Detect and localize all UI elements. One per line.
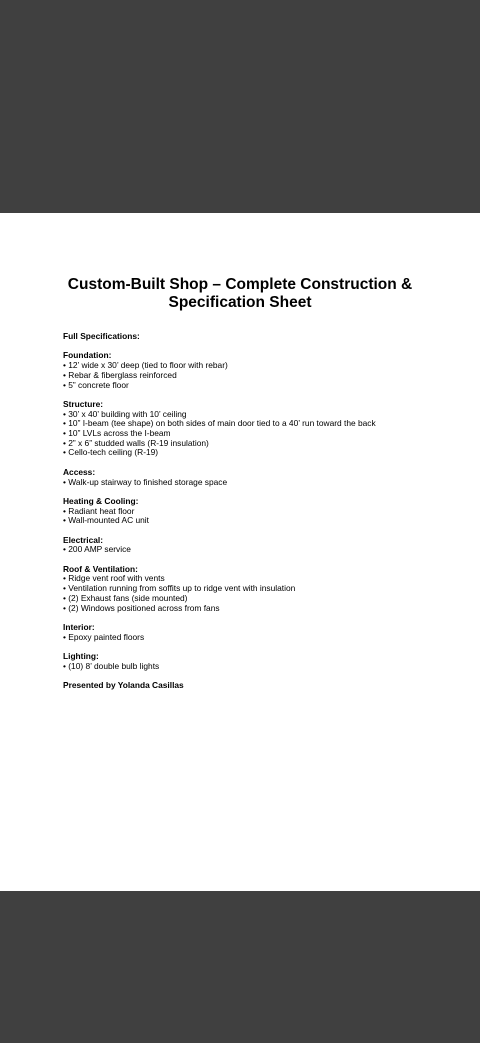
bullet-list [63, 361, 463, 390]
top-dark-band [0, 0, 480, 213]
list-item: • Epoxy painted floors [63, 633, 463, 643]
list-item: • Walk-up stairway to finished storage space [63, 478, 463, 488]
list-item: • Wall-mounted AC unit [63, 516, 463, 526]
bullet-list [63, 545, 463, 555]
section-lighting [63, 652, 463, 671]
section-foundation [63, 351, 463, 390]
section-heating-cooling [63, 497, 463, 526]
list-item: • 10” LVLs across the I-beam [63, 429, 463, 439]
list-item: • 30’ x 40’ building with 10’ ceiling [63, 410, 463, 420]
bullet-list [63, 574, 463, 613]
list-item: • 2” x 6” studded walls (R-19 insulation) [63, 439, 463, 449]
intro-heading: Full Specifications: [63, 331, 140, 341]
bullet-list [63, 633, 463, 643]
list-item: • (2) Exhaust fans (side mounted) [63, 594, 463, 604]
list-item: • (10) 8’ double bulb lights [63, 662, 463, 672]
bullet-list [63, 507, 463, 526]
list-item: • Radiant heat floor [63, 507, 463, 517]
bullet-list [63, 478, 463, 488]
section-heading: Roof & Ventilation: [63, 563, 138, 574]
list-item: • Cello-tech ceiling (R-19) [63, 448, 463, 458]
section-heading: Foundation: [63, 350, 112, 361]
document-page [0, 213, 480, 891]
bullet-list [63, 410, 463, 459]
bullet-list [63, 662, 463, 672]
list-item: • 12’ wide x 30’ deep (tied to floor with rebar) [63, 361, 463, 371]
section-roof-ventilation [63, 565, 463, 614]
section-structure [63, 400, 463, 458]
section-electrical [63, 536, 463, 555]
list-item: • 5” concrete floor [63, 381, 463, 391]
document-title: Custom-Built Shop – Complete Construction & Specification Sheet [67, 276, 413, 311]
presented-by: Presented by Yolanda Casillas [63, 680, 184, 691]
section-interior [63, 623, 463, 642]
list-item: • 10” I-beam (tee shape) on both sides of main door tied to a 40’ run toward the back [63, 419, 463, 429]
section-heading: Structure: [63, 398, 104, 409]
bottom-dark-band [0, 891, 480, 1043]
section-heading: Interior: [63, 621, 95, 632]
section-heading: Access: [63, 466, 96, 477]
section-heading: Lighting: [63, 651, 99, 662]
section-heading: Electrical: [63, 534, 104, 545]
list-item: • (2) Windows positioned across from fans [63, 604, 463, 614]
section-access [63, 468, 463, 487]
section-heading: Heating & Cooling: [63, 495, 139, 506]
list-item: • Ventilation running from soffits up to ridge vent with insulation [63, 584, 463, 594]
document-body [63, 332, 463, 691]
list-item: • Rebar & fiberglass reinforced [63, 371, 463, 381]
list-item: • 200 AMP service [63, 545, 463, 555]
list-item: • Ridge vent roof with vents [63, 574, 463, 584]
